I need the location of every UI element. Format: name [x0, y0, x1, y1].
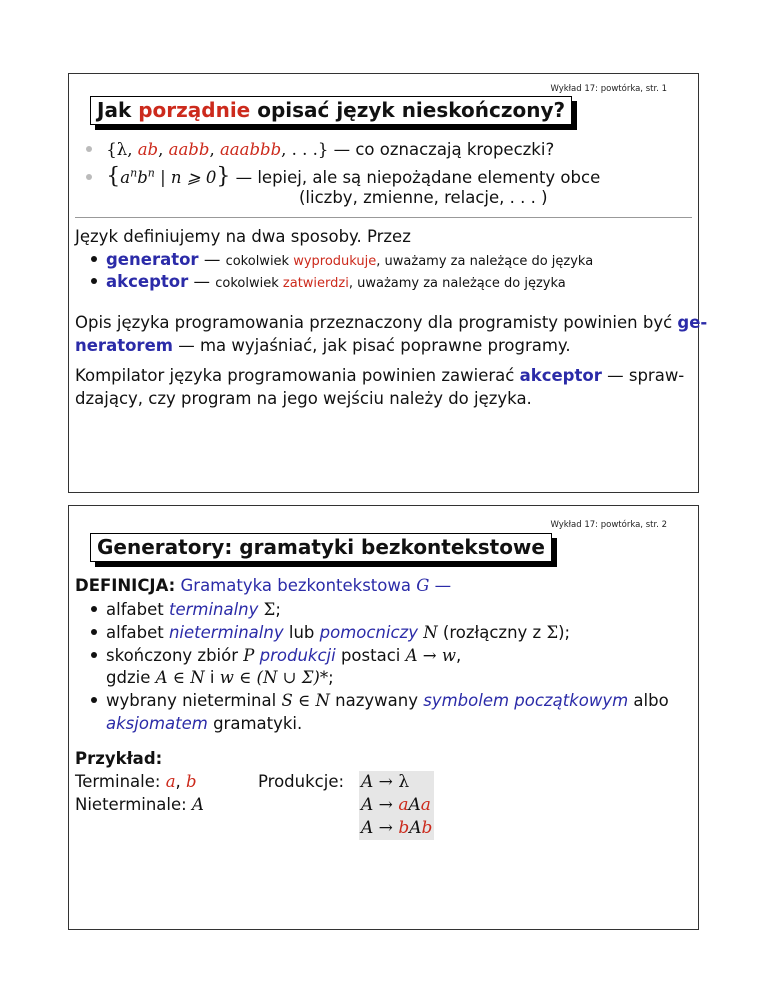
list-item-generator: generator — cokolwiek wyprodukuje, uważamy za należące do języka: [91, 250, 593, 269]
production-symbol: A: [408, 795, 421, 815]
bullet-dot-icon: [91, 629, 97, 635]
production-symbol: a: [420, 795, 431, 815]
slide-label: Wykład 17: powtórka, str. 2: [550, 520, 667, 530]
intro-text: Język definiujemy na dwa sposoby. Przez: [75, 227, 411, 246]
productions-label: Produkcje:: [258, 772, 345, 791]
bullet-dot-icon: [86, 174, 92, 180]
list-item-akceptor: akceptor — cokolwiek zatwierdzi, uważamy za należące do języka: [91, 272, 566, 291]
production-rule: [359, 794, 434, 817]
bullet-2: {$a^nb^n$ | n ⩾ 0} — lepiej, ale są niepożądane elementy obce: [86, 164, 600, 189]
definition-item-productions: skończony zbiór P produkcji postaci A → w,: [91, 646, 461, 665]
divider: [75, 217, 692, 218]
paragraph-2-line-1: Kompilator języka programowania powinien zawierać akceptor — spraw-: [75, 366, 685, 385]
production-symbol: a: [398, 795, 409, 815]
production-symbol: λ: [398, 772, 410, 792]
definition-item-terminal: alfabet terminalny Σ;: [91, 600, 281, 619]
definition-item-start-symbol: wybrany nieterminal S ∈ N nazywany symbolem początkowym albo: [91, 691, 669, 710]
production-lhs: A →: [361, 772, 399, 792]
production-symbol: b: [421, 818, 433, 838]
production-lhs: A →: [361, 795, 399, 815]
production-lhs: A →: [361, 818, 399, 838]
title-highlight: porządnie: [138, 98, 251, 122]
example-terminals: Terminale: a, b: [75, 772, 197, 791]
production-rule: [359, 817, 434, 840]
example-label: Przykład:: [75, 749, 163, 768]
paragraph-1-line-2: neratorem — ma wyjaśniać, jak pisać poprawne programy.: [75, 336, 571, 355]
production-rule: [359, 771, 434, 794]
definition-item-nonterminal: alfabet nieterminalny lub pomocniczy N (rozłączny z Σ);: [91, 623, 570, 642]
slide-title: Jak porządnie opisać język nieskończony?: [90, 96, 572, 125]
bullet-dot-icon: [91, 606, 97, 612]
productions-list: [359, 771, 434, 840]
production-symbol: b: [398, 818, 410, 838]
definition-item-productions-cont: gdzie A ∈ N i w ∈ (N ∪ Σ)*;: [106, 668, 334, 687]
example-nonterminals: Nieterminale: A: [75, 795, 204, 814]
slide-1: [68, 73, 708, 493]
bullet-dot-icon: [91, 256, 97, 262]
paragraph-2-line-2: dzający, czy program na jego wejściu należy do języka.: [75, 389, 532, 408]
bullet-dot-icon: [86, 146, 92, 152]
production-symbol: A: [409, 818, 422, 838]
definition-item-start-symbol-cont: aksjomatem gramatyki.: [106, 714, 303, 733]
slide-title: Generatory: gramatyki bezkontekstowe: [90, 533, 552, 562]
bullet-dot-icon: [91, 697, 97, 703]
definition-header: DEFINICJA: Gramatyka bezkontekstowa G —: [75, 576, 452, 595]
slide-2: [68, 505, 699, 930]
bullet-dot-icon: [91, 652, 97, 658]
bullet-dot-icon: [91, 278, 97, 284]
bullet-2-continuation: (liczby, zmienne, relacje, . . . ): [299, 188, 548, 207]
paragraph-1-line-1: Opis języka programowania przeznaczony dla programisty powinien być ge-: [75, 313, 708, 332]
bullet-1: {λ, ab, aabb, aaabbb, . . .} — co oznaczają kropeczki?: [86, 140, 554, 159]
slide-label: Wykład 17: powtórka, str. 1: [550, 84, 667, 94]
